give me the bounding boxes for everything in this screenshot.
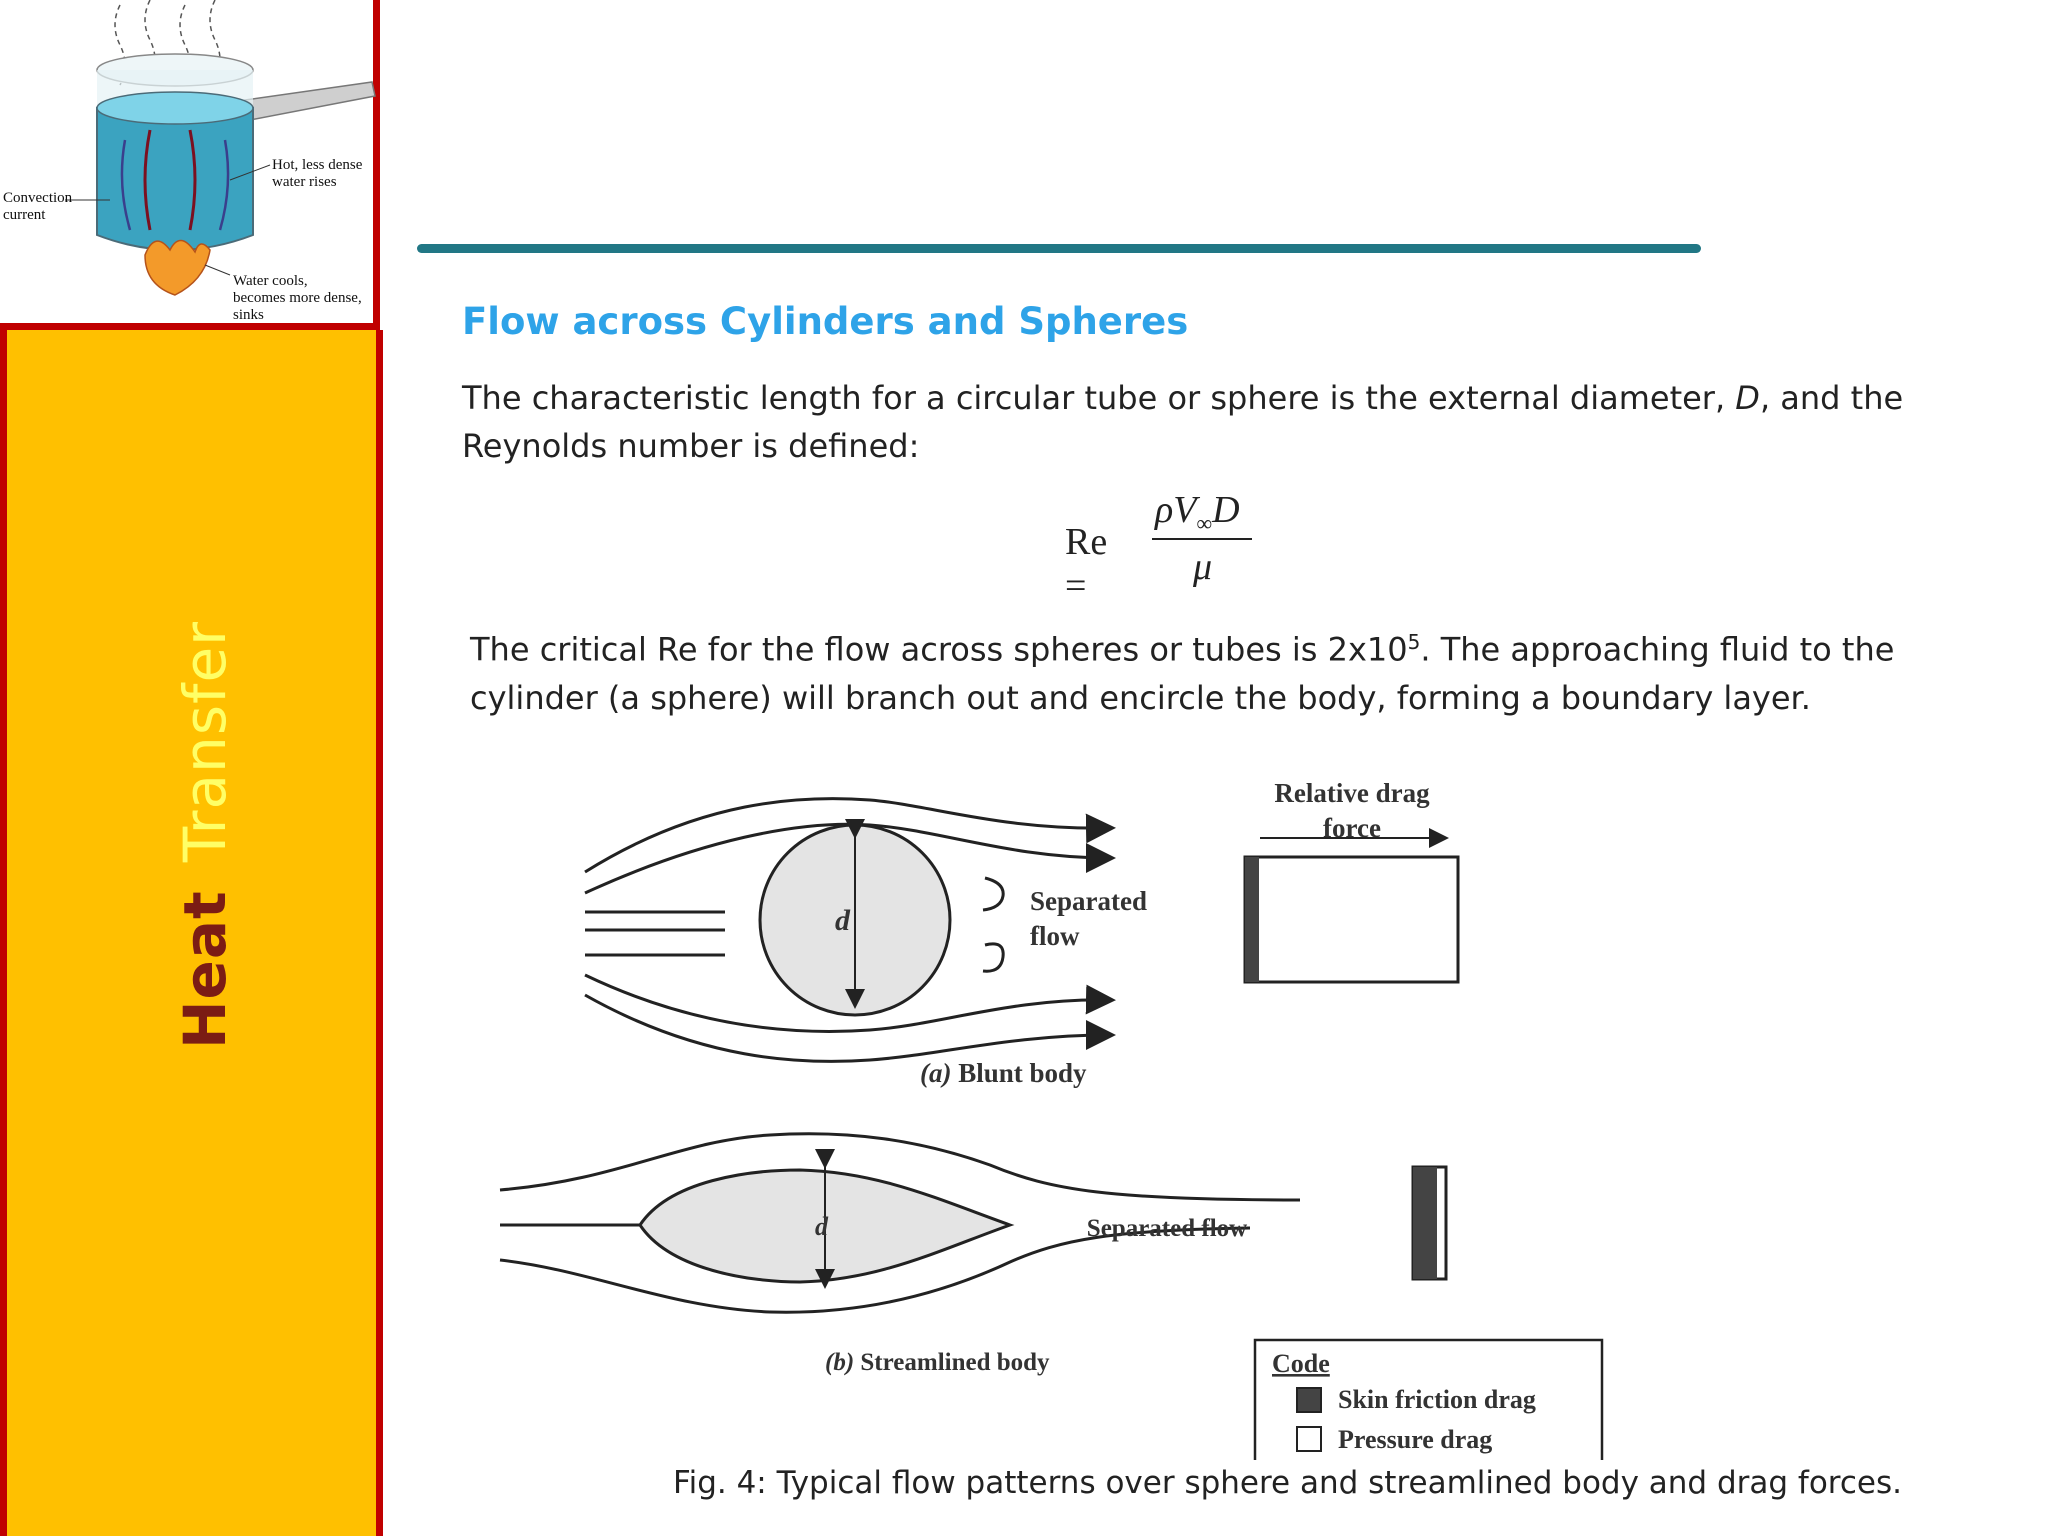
para2-text-after: . The approaching fluid to the cylinder (a sphere) will branch out and encircle the body, forming a boundary layer.: [470, 630, 1895, 717]
legend-swatch-skin: [1297, 1388, 1321, 1412]
figure-caption: Fig. 4: Typical flow patterns over sphere and streamlined body and drag forces.: [673, 1465, 1902, 1501]
convection-illustration-panel: [0, 0, 380, 330]
para2-exponent: 5: [1407, 630, 1421, 654]
legend-skin-label: Skin friction drag: [1338, 1385, 1536, 1414]
blunt-skin-friction-bar: [1245, 857, 1259, 982]
equation-v: V: [1173, 489, 1197, 531]
para2-text-before: The critical Re for the flow across spheres or tubes is 2x10: [470, 630, 1408, 669]
separated-label-line2: flow: [1030, 921, 1080, 951]
sidebar-title-heat: Heat: [171, 890, 239, 1049]
hot-water-label: Hot, less dense water rises: [272, 157, 363, 190]
blunt-caption-text: Blunt body: [958, 1058, 1087, 1088]
convection-current-label: Convection current: [3, 190, 73, 223]
section-heading: Flow across Cylinders and Spheres: [462, 300, 1189, 343]
equation-d: D: [1212, 489, 1240, 531]
flow-pattern-figure: [470, 760, 1640, 1460]
paragraph-critical-re: [470, 618, 1910, 722]
legend-pressure-label: Pressure drag: [1338, 1425, 1493, 1454]
legend-swatch-pressure: [1297, 1427, 1321, 1451]
streamlined-skin-friction-bar: [1413, 1167, 1437, 1279]
equation-numerator: [1155, 488, 1240, 537]
sidebar-title: [171, 621, 239, 1049]
blunt-d-label: d: [835, 904, 850, 937]
relative-drag-line1: Relative drag: [1274, 778, 1430, 808]
paragraph-reynolds-intro: [462, 374, 1932, 470]
para1-var-d: D: [1735, 379, 1760, 417]
streamlined-d-label: d: [815, 1212, 828, 1241]
equation-infinity: ∞: [1196, 510, 1213, 536]
blunt-pressure-drag-bar: [1245, 857, 1458, 982]
separated-label-line1: Separated: [1030, 886, 1147, 916]
eddy-icon-upper: [983, 878, 1003, 910]
drag-legend: [1255, 1340, 1602, 1460]
sidebar-title-transfer: Transfer: [171, 621, 239, 863]
para1-text-after: , and the Reynolds number is defined:: [462, 379, 1904, 465]
equation-rho: ρ: [1155, 489, 1174, 531]
streamlined-caption: [825, 1349, 1050, 1376]
legend-title: Code: [1272, 1349, 1330, 1378]
para1-text-before: The characteristic length for a circular tube or sphere is the external diameter,: [462, 379, 1736, 417]
equation-lhs: Re =: [1065, 521, 1108, 607]
streamlined-caption-letter: (b): [825, 1349, 855, 1376]
eddy-icon-lower: [983, 944, 1003, 971]
streamlined-separated-label: Separated flow: [1086, 1215, 1248, 1242]
streamlined-caption-text: Streamlined body: [860, 1349, 1050, 1376]
cool-water-label: Water cools, becomes more dense, sinks: [233, 273, 362, 323]
blunt-caption-letter: (a): [920, 1058, 952, 1088]
header-rule: [417, 244, 1701, 253]
equation-fraction-bar: [1152, 538, 1252, 540]
relative-drag-line2: force: [1323, 813, 1381, 843]
blunt-caption: [920, 1058, 1087, 1088]
equation-mu: μ: [1193, 546, 1213, 588]
